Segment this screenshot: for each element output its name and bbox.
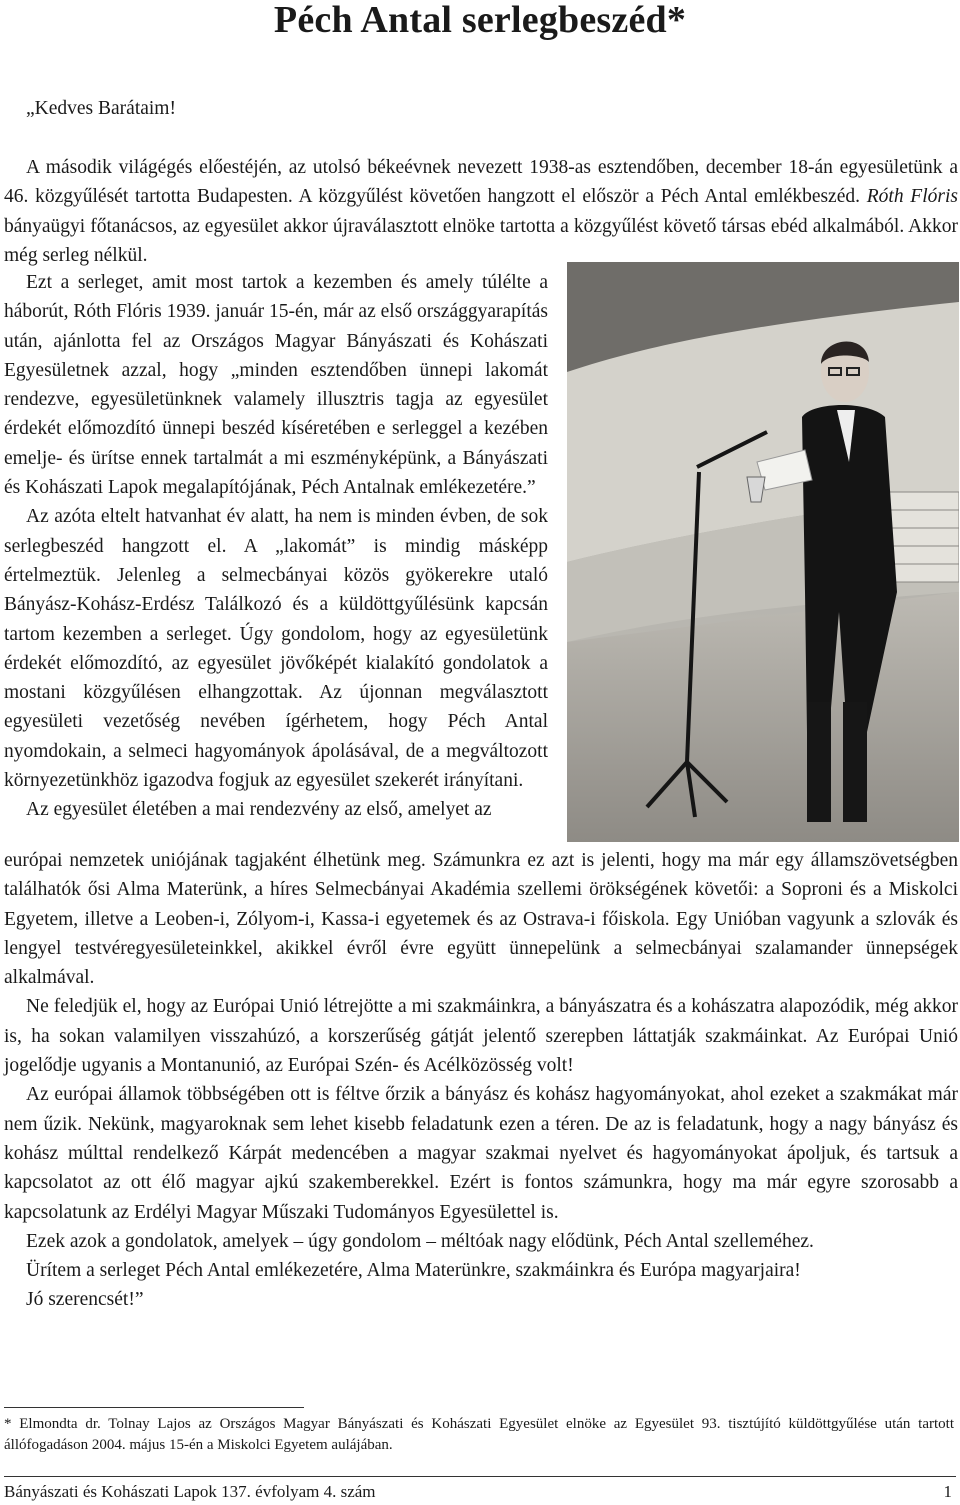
footnote-divider [4, 1407, 304, 1408]
speaker-photo [567, 262, 959, 842]
paragraph-traditions: Az európai államok többségében ott is féltve őrzik a bányász és kohász hagyományokat, ahol ezeket a szakmákat már nem űzik. Nekünk, magyaroknak sem lehet kisebb feladatunk ezen a téren. De az is feladatunk, hogy a nagy bányász és kohász múlttal rendelkező Kárpát medencében a magyar szakmai nyelvet és hagyományokat ápoljuk, és tartsuk a kapcsolatot az ott élő magyar ajkú szakemberekkel. Ezért is fontos számunkra, hogy ma már egyre szorosabb a kapcsolatunk az Erdélyi Magyar Műszaki Tudományos Egyesülettel is. [4, 1084, 958, 1223]
paragraph-toast: Ürítem a serleget Péch Antal emlékezetére, Alma Materünkre, szakmáinkra és Európa magyarjaira! [26, 1260, 801, 1282]
speaker-name: Róth Flóris [866, 186, 958, 208]
paragraph-montanunion: Ne feledjük el, hogy az Európai Unió létrejötte a mi szakmáinkra, a bányászatra és a kohászatra alapozódik, még akkor is, ha sokan valamilyen visszahúzó, a korszerűség gátját jelentő szerepben láttatják szakmáinkat. Az Európai Unió jogelődje ugyanis a Montanunió, az Európai Szén- és Acélközösség volt! [4, 996, 958, 1077]
paragraph-farewell: Jó szerencsét!” [26, 1289, 144, 1311]
paragraph-union-rest: európai nemzetek uniójának tagjaként élhetünk meg. Számunkra ez azt is jelenti, hogy ma már egy államszövetségben találhatók ősi Alma Materünk, a híres Selmecbányai Akadémia szellemi örökségének követői: a Soproni és a Miskolci Egyetem, illetve a Leoben-i, Zólyom-i, Kassa-i egyetemek és az Ostrava-i főiskola. Egy Unióban vagyunk a szlovák és lengyel testvéregyesületeinkkel, akikkel évről évre együtt ünnepelünk a selmecbányai szalamander ünnepségek alkalmával. [4, 850, 958, 989]
closing-section [4, 846, 958, 1315]
paragraph-thoughts: Ezek azok a gondolatok, amelyek – úgy gondolom – méltóak nagy elődünk, Péch Antal szelleméhez. [26, 1230, 814, 1252]
intro-section [4, 153, 958, 270]
left-column [4, 268, 548, 825]
paragraph-intro-rest: bányaügyi főtanácsos, az egyesület akkor újraválasztott elnöke tartotta a közgyűlést követő társas ebéd alkalmából. Akkor még serleg nélkül. [4, 215, 958, 266]
paragraph-union-start: Az egyesület életében a mai rendezvény az első, amelyet az [26, 799, 492, 821]
footnote: * Elmondta dr. Tolnay Lajos az Országos Magyar Bányászati és Kohászati Egyesület elnöke az Egyesület 93. tisztújító küldöttgyűlése után tartott állófogadáson 2004. május 15-én a Miskolci Egyetem aulájában. [4, 1416, 954, 1453]
footer-divider [4, 1476, 956, 1477]
paragraph-cup: Ezt a serleget, amit most tartok a kezemben és amely túlélte a háborút, Róth Flóris 1939. január 15-én, már az első országgyarapítás után, ajánlotta fel az Országos Magyar Bányászati és Kohászati Egyesületnek azzal, hogy „minden esztendőben ünnepi lakomát rendezve, egyesületünknek valamely illusztris tagja az egyesület érdekét előmozdító ünnepi beszéd kíséretében e serleggel a kezében emelje- és ürítse ennek tartalmát a mi eszményképünk, a Bányászati és Kohászati Lapok megalapítójának, Péch Antalnak emlékezetére.” [4, 272, 548, 499]
paragraph-history: Az azóta eltelt hatvanhat év alatt, ha nem is minden évben, de sok serlegbeszéd hangzott el. A „lakomát” is mindig másképp értelmeztük. Jelenleg a selmecbányai közös gyökerekre utaló Bányász-Kohász-Erdész Találkozó és a küldöttgyűlésünk kapcsán tartom kezemben a serleget. Úgy gondolom, hogy az egyesületünk érdekét előmozdító, az egyesület jövőképét kialakító gondolatok a mostani közgyűlésen elhangzottak. Az újonnan megválasztott egyesületi vezetőség nevében ígérhetem, hogy Péch Antal nyomdokain, a selmeci hagyományok ápolásával, de a megváltozott környezetünkhöz igazodva fogjuk az egyesület szekerét irányítani. [4, 506, 548, 792]
paragraph-intro [4, 153, 958, 270]
journal-info: Bányászati és Kohászati Lapok 137. évfolyam 4. szám [4, 1482, 376, 1501]
page-number: 1 [943, 1482, 952, 1501]
greeting: „Kedves Barátaim! [26, 98, 176, 119]
article-title: Péch Antal serlegbeszéd* [273, 0, 687, 41]
paragraph-intro-lead: A második világégés előestéjén, az utolsó békeévnek nevezett 1938-as esztendőben, december 18-án egyesületünk a 46. közgyűlését tartotta Budapesten. A közgyűlést követően hangzott el először a Péch Antal emlékbeszéd. [4, 157, 958, 208]
speaker-photo-image [567, 262, 959, 842]
